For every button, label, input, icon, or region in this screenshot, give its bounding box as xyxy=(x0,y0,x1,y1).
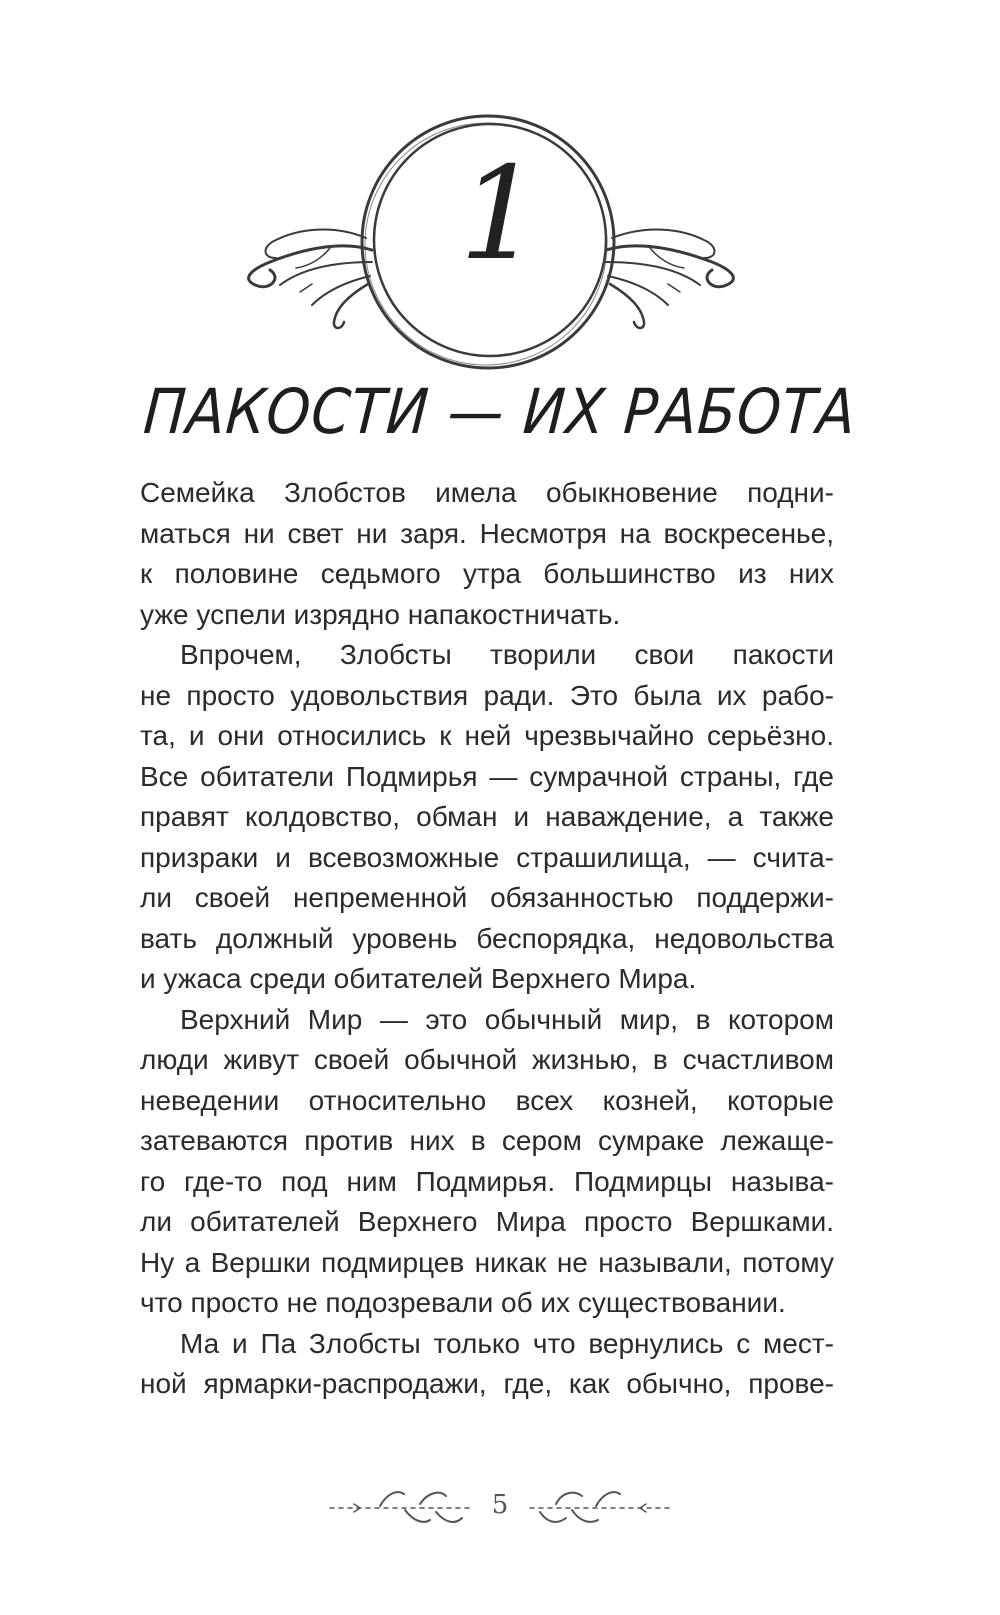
page-number: 5 xyxy=(491,1490,509,1520)
chapter-title: ПАКОСТИ — ИХ РАБОТА xyxy=(141,375,859,448)
text-line: не просто удовольствия ради. Это была их рабо- xyxy=(140,679,834,711)
paragraph-2 xyxy=(140,635,834,1000)
text-line: маться ни свет ни заря. Несмотря на воскресенье, xyxy=(140,517,834,549)
text-line: что просто не подозревали об их существовании. xyxy=(140,1287,786,1318)
text-line: та, и они относились к ней чрезвычайно серьёзно. xyxy=(140,720,834,751)
text-line: Семейка Злобстов имела обыкновение подни- xyxy=(140,477,834,508)
text-line: ной ярмарки-распродажи, где, как обычно, прове- xyxy=(140,1368,834,1399)
text-line: правят колдовство, обман и наваждение, а также xyxy=(140,801,834,832)
text-line: Впрочем, Злобсты творили свои пакости xyxy=(180,639,834,670)
text-line: призраки и всевозможные страшилища, — счита- xyxy=(140,841,834,873)
text-line: вать должный уровень беспорядка, недовольства xyxy=(140,922,834,954)
text-line: ли обитателей Верхнего Мира просто Вершками. xyxy=(140,1206,834,1237)
text-line: Все обитатели Подмирья — сумрачной страны, где xyxy=(140,760,834,792)
text-line: Верхний Мир — это обычный мир, в котором xyxy=(180,1003,834,1035)
text-line: и ужаса среди обитателей Верхнего Мира. xyxy=(140,963,697,994)
text-line: Ну а Вершки подмирцев никак не называли, потому xyxy=(140,1246,834,1278)
text-line: уже успели изрядно напакостничать. xyxy=(140,598,621,630)
chapter-text xyxy=(140,473,834,1405)
text-line: затеваются против них в сером сумраке лежаще- xyxy=(140,1125,834,1156)
text-line: Ма и Па Злобсты только что вернулись с мест- xyxy=(180,1327,834,1359)
text-line: к половине седьмого утра большинство из них xyxy=(140,558,834,589)
text-line: неведении относительно всех козней, которые xyxy=(140,1084,834,1116)
chapter-number: 1 xyxy=(459,140,541,289)
paragraph-1 xyxy=(140,473,834,635)
paragraph-3 xyxy=(140,1000,834,1324)
text-line: ли своей непременной обязанностью поддержи- xyxy=(140,882,834,913)
text-line: люди живут своей обычной жизнью, в счастливом xyxy=(140,1044,834,1075)
text-line: го где-то под ним Подмирья. Подмирцы называ- xyxy=(140,1165,834,1197)
paragraph-4 xyxy=(140,1324,834,1405)
